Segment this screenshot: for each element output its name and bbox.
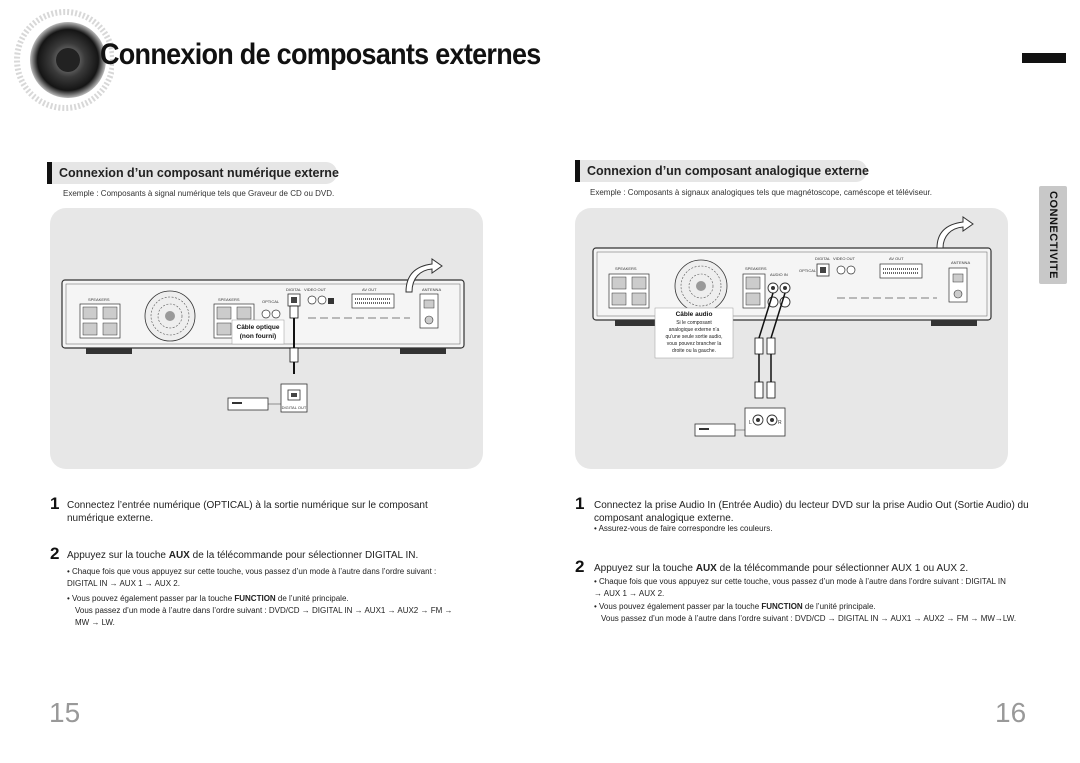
corner-bar [1022,53,1066,63]
page-number-right: 16 [995,697,1027,728]
speaker-disc-graphic [10,8,114,118]
cable-label-2: (non fourni) [239,333,277,340]
right-section-heading [575,160,867,182]
right-bullet2: • Vous pouvez également passer par la touche FUNCTION de l’unité principale. [594,602,876,611]
device-l-label: L [749,420,752,426]
left-diagram-panel [50,208,483,469]
left-bullet2-line2: Vous passez d’un mode à l’autre dans l’ordre suivant : DVD/CD → DIGITAL IN → AUX1 → AUX2 → FM → MW → LW. [75,606,453,627]
right-step1-text: Connectez la prise Audio In (Entrée Audio) du lecteur DVD sur la prise Audio Out (Sortie Audio) du composant analogique externe. [594,500,1029,524]
left-bullet1: • Chaque fois que vous appuyez sur cette touche, vous passez d’un mode à l’autre dans l’ordre suivant : DIGITAL IN → AUX 1 → AUX 2. [67,567,437,588]
page-number-left: 15 [49,697,81,728]
left-step1-text: Connectez l’entrée numérique (OPTICAL) à la sortie numérique sur le composant numérique externe. [67,500,428,524]
left-step2-text: Appuyez sur la touche AUX de la télécommande pour sélectionner DIGITAL IN. [67,550,419,561]
av-out-label: AV OUT [362,287,377,292]
cable-note-line2: analogique externe n’a [668,327,720,333]
side-tab-label: CONNECTIVITE [1047,191,1059,279]
connectivite-tab [1039,186,1067,284]
right-heading-text: Connexion d’un composant analogique externe [587,164,869,178]
cable-audio-title: Câble audio [675,311,713,318]
cable-note-line4: vous pouvez brancher la [666,341,722,347]
digital-out-label: DIGITAL OUT [281,405,307,410]
cable-label-1: Câble optique [236,324,280,331]
left-step1-number: 1 [50,494,60,513]
audio-in-label: AUDIO IN [770,272,788,277]
right-optical-label: OPTICAL [799,268,817,273]
left-section-heading [47,162,337,184]
right-connection-diagram [575,208,1008,469]
speakers-label: SPEAKERS [88,297,110,302]
optical-label: OPTICAL [262,299,280,304]
cable-note-line5: droite ou la gauche. [672,348,716,354]
right-speakers-label: SPEAKERS [615,266,637,271]
right-bullet1: • Chaque fois que vous appuyez sur cette touche, vous passez d’un mode à l’autre dans l’ordre suivant : DIGITAL IN → AUX 1 → AUX 2. [594,577,1006,598]
page-title: Connexion de composants externes [100,38,541,71]
left-heading-text: Connexion d’un composant numérique externe [59,166,339,180]
antenna-label: ANTENNA [422,287,442,292]
right-video-out-label: VIDEO OUT [833,256,856,261]
left-bullet2: • Vous pouvez également passer par la touche FUNCTION de l’unité principale. [67,594,349,603]
left-example: Exemple : Composants à signal numérique tels que Graveur de CD ou DVD. [63,189,335,198]
video-out-label: VIDEO OUT [304,287,327,292]
speakers-label-2: SPEAKERS [218,297,240,302]
right-antenna-label: ANTENNA [951,260,971,265]
right-speakers-label-2: SPEAKERS [745,266,767,271]
right-digital-label: DIGITAL [815,256,831,261]
left-connection-diagram [50,208,483,469]
right-step2-number: 2 [575,557,585,576]
right-step1-bullet: • Assurez-vous de faire correspondre les couleurs. [594,524,773,533]
right-step1-number: 1 [575,494,585,513]
right-av-out-label: AV OUT [889,256,904,261]
right-example: Exemple : Composants à signaux analogiques tels que magnétoscope, caméscope et téléviseur. [590,188,932,197]
left-step2-number: 2 [50,544,60,563]
cable-note-line1: Si le composant [676,320,712,326]
right-step2-text: Appuyez sur la touche AUX de la télécommande pour sélectionner AUX 1 ou AUX 2. [594,563,969,574]
digital-label: DIGITAL [286,287,302,292]
right-diagram-panel [575,208,1008,469]
right-bullet2-line2: Vous passez d’un mode à l’autre dans l’ordre suivant : DVD/CD → DIGITAL IN → AUX1 → AUX2 → FM → MW→LW. [601,614,1017,623]
device-r-label: R [778,420,782,426]
cable-note-line3: qu’une seule sortie audio, [665,334,723,340]
